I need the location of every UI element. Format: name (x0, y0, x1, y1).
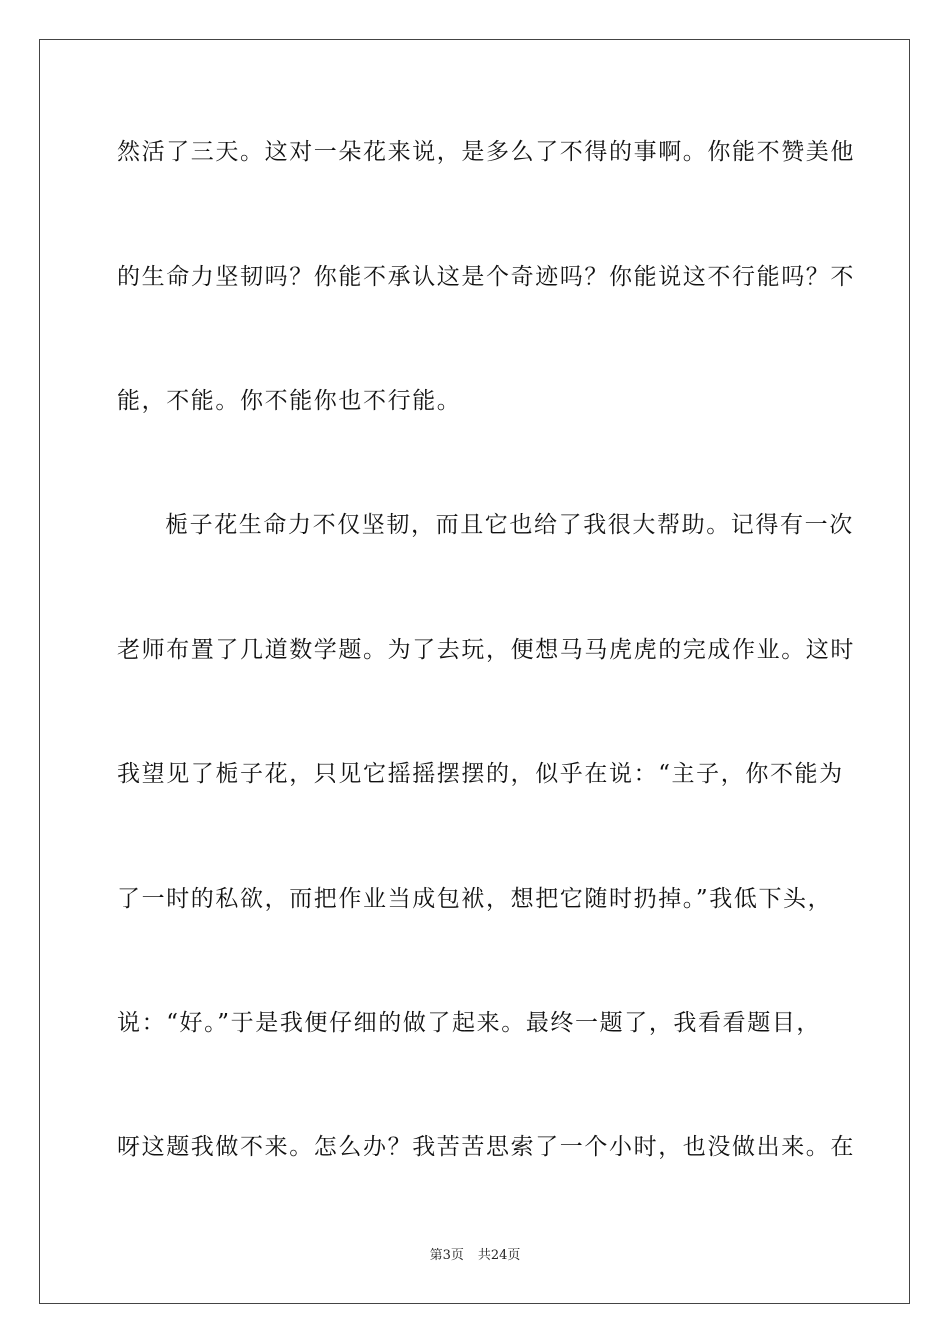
body-text-line: 的生命力坚韧吗？你能不承认这是个奇迹吗？你能说这不行能吗？不 (117, 264, 855, 290)
page-footer (0, 1247, 950, 1265)
page-total: 共24页 (477, 1248, 521, 1263)
body-text-line: 然活了三天。这对一朵花来说，是多么了不得的事啊。你能不赞美他 (117, 139, 855, 165)
page-border (39, 39, 910, 1304)
body-text-line-indented: 栀子花生命力不仅坚韧，而且它也给了我很大帮助。记得有一次 (165, 512, 854, 538)
body-text-line: 我望见了栀子花，只见它摇摇摆摆的，似乎在说：“主子，你不能为 (117, 761, 844, 787)
page-number: 第3页 (429, 1248, 464, 1263)
body-text-line: 呀这题我做不来。怎么办？我苦苦思索了一个小时，也没做出来。在 (117, 1134, 855, 1160)
body-text-line: 老师布置了几道数学题。为了去玩，便想马马虎虎的完成作业。这时 (117, 637, 855, 663)
body-text-line: 说：“好。”于是我便仔细的做了起来。最终一题了，我看看题目， (117, 1010, 822, 1036)
body-text-line: 了一时的私欲，而把作业当成包袱，想把它随时扔掉。”我低下头， (117, 886, 833, 912)
body-text-line: 能，不能。你不能你也不行能。 (117, 388, 462, 414)
